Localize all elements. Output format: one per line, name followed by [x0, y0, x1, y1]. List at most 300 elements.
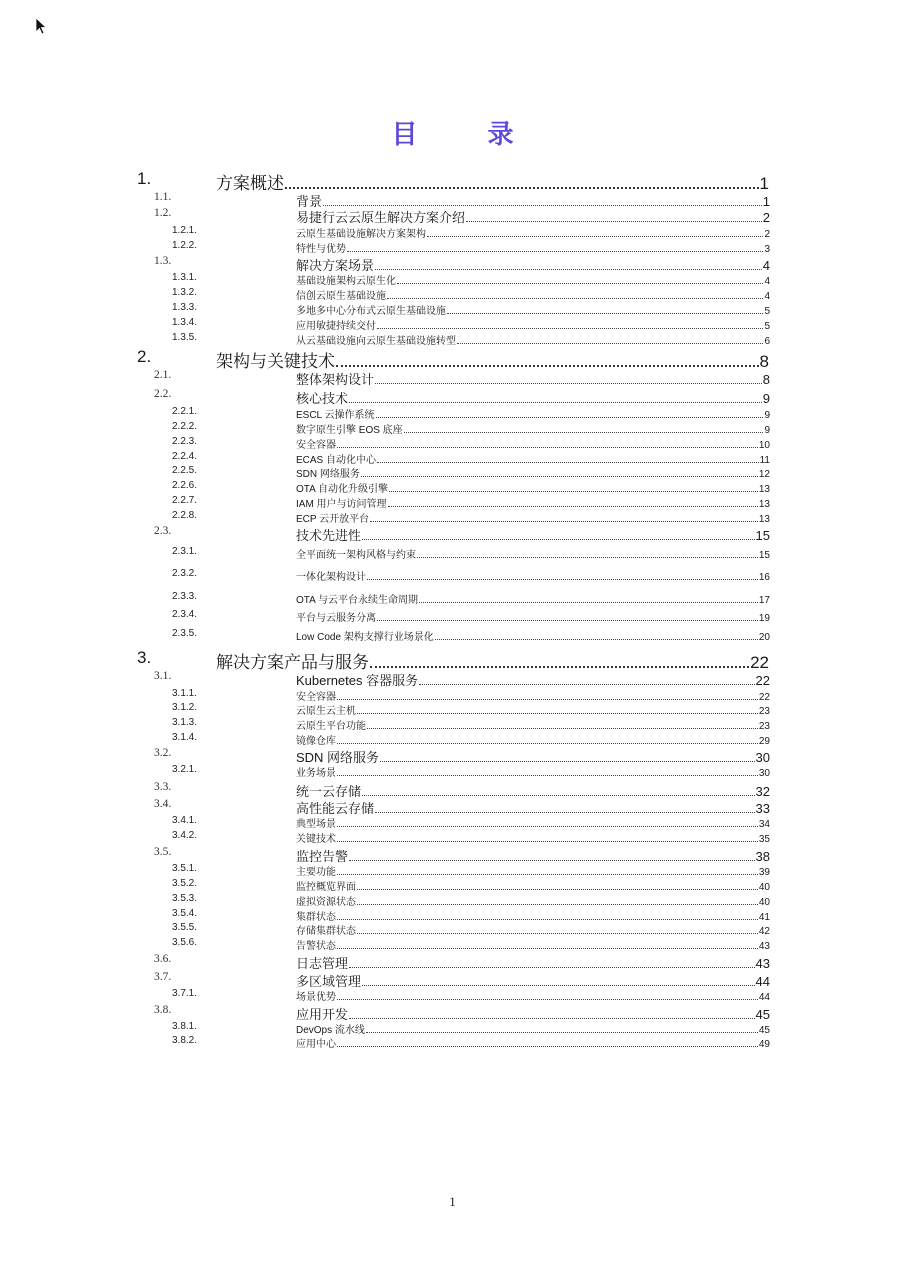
toc-entry-title: 平台与云服务分离 [296, 613, 376, 624]
toc-leader-dots [375, 373, 762, 384]
toc-number: 2.3.2. [172, 568, 198, 579]
toc-page-number: 17 [758, 595, 770, 606]
toc-row[interactable] [0, 465, 905, 478]
toc-leader-dots [389, 484, 758, 493]
toc-page-number: 29 [758, 736, 770, 747]
toc-number: 3.5.1. [172, 863, 198, 874]
toc-row[interactable] [0, 609, 905, 622]
toc-number: 3.5.5. [172, 922, 198, 933]
toc-page-number: 45 [755, 1007, 770, 1022]
toc-page-number: 6 [764, 336, 770, 347]
toc-entry[interactable] [296, 480, 770, 495]
toc-entry[interactable] [296, 764, 770, 779]
toc-leader-dots [417, 550, 758, 559]
toc-leader-dots [362, 529, 755, 540]
toc-leader-dots [336, 352, 759, 367]
toc-leader-dots [375, 259, 762, 270]
toc-page-number: 9 [764, 410, 770, 421]
toc-page-number: 8 [759, 352, 769, 371]
toc-entry[interactable] [296, 510, 770, 525]
toc-number: 2.3. [154, 525, 172, 537]
toc-entry-title: 整体架构设计 [296, 372, 375, 387]
toc-leader-dots [337, 736, 758, 745]
toc-page-number: 9 [762, 391, 770, 406]
toc-page-number: 2 [762, 210, 770, 225]
toc-row[interactable] [0, 815, 905, 828]
toc-page-number: 43 [758, 941, 770, 952]
toc-entry-title: ESCL 云操作系统 [296, 410, 375, 421]
toc-number: 2.2.7. [172, 495, 198, 506]
toc-entry-title: 解决方案场景 [296, 258, 375, 273]
toc-entry-title: 特性与优势 [296, 244, 346, 255]
toc-number: 2.2.3. [172, 436, 198, 447]
toc-number: 3.1.3. [172, 717, 198, 728]
toc-entry-title: 统一云存储 [296, 784, 362, 799]
toc-leader-dots [404, 425, 764, 434]
toc-entry-title: OTA 与云平台永续生命周期 [296, 595, 419, 606]
toc-entry-title: 监控告警 [296, 849, 349, 864]
toc-entry-title: DevOps 流水线 [296, 1025, 365, 1036]
toc-leader-dots [370, 514, 758, 523]
toc-entry[interactable] [296, 436, 770, 451]
toc-page-number: 9 [764, 425, 770, 436]
toc-entry-title: 主要功能 [296, 867, 336, 878]
toc-page-number: 5 [764, 306, 770, 317]
toc-entry[interactable] [296, 937, 770, 952]
toc-number: 3.5.3. [172, 893, 198, 904]
toc-leader-dots [347, 244, 763, 253]
toc-entry-title: 易捷行云云原生解决方案介绍 [296, 210, 466, 225]
toc-row[interactable] [0, 863, 905, 876]
toc-row[interactable] [0, 648, 905, 672]
toc-row[interactable] [0, 846, 905, 862]
toc-page-number: 15 [758, 550, 770, 561]
toc-row[interactable] [0, 1021, 905, 1034]
toc-entry[interactable] [296, 815, 770, 830]
toc-leader-dots [427, 229, 763, 238]
toc-entry[interactable] [296, 525, 770, 544]
toc-row[interactable] [0, 830, 905, 843]
toc-page-number: 41 [758, 912, 770, 923]
toc-leader-dots [337, 440, 758, 449]
toc-entry-title: 从云基础设施向云原生基础设施转型 [296, 336, 456, 347]
toc-number: 1.3.2. [172, 287, 198, 298]
toc-entry-title: ECAS 自动化中心 [296, 455, 377, 466]
toc-row[interactable] [0, 988, 905, 1001]
toc-number: 1.2.1. [172, 225, 198, 236]
toc-row[interactable] [0, 332, 905, 345]
toc-leader-dots [285, 174, 759, 189]
toc-row[interactable] [0, 591, 905, 604]
toc-entry-title: 基础设施架构云原生化 [296, 276, 396, 287]
toc-row[interactable] [0, 421, 905, 434]
toc-page-number: 20 [758, 632, 770, 643]
toc-row[interactable] [0, 878, 905, 891]
toc-number: 1.2. [154, 207, 172, 219]
toc-number: 3.2.1. [172, 764, 198, 775]
toc-row[interactable] [0, 272, 905, 285]
toc-row[interactable] [0, 302, 905, 315]
toc-leader-dots [367, 572, 758, 581]
toc-row[interactable] [0, 546, 905, 559]
toc-entry[interactable] [296, 369, 770, 388]
toc-entry[interactable] [296, 568, 770, 583]
toc-entry-title: 典型场景 [296, 819, 336, 830]
toc-page-number: 19 [758, 613, 770, 624]
toc-row[interactable] [0, 688, 905, 701]
toc-number: 3.8.2. [172, 1035, 198, 1046]
toc-row[interactable] [0, 764, 905, 777]
toc-entry[interactable] [296, 863, 770, 878]
toc-entry-title: Kubernetes 容器服务 [296, 673, 419, 688]
toc-page-number: 8 [762, 372, 770, 387]
toc-entry[interactable] [296, 495, 770, 510]
toc-leader-dots [337, 867, 758, 876]
toc-leader-dots [377, 455, 759, 464]
toc-entry[interactable] [296, 988, 770, 1003]
toc-entry-title: 安全容器 [296, 692, 336, 703]
toc-number: 3.5.6. [172, 937, 198, 948]
toc-row[interactable] [0, 495, 905, 508]
toc-entry-title: 背景 [296, 194, 323, 209]
toc-leader-dots [361, 469, 758, 478]
toc-leader-dots [419, 595, 758, 604]
toc-entry-title: 架构与关键技术 [216, 352, 335, 371]
toc-page-number: 43 [755, 956, 770, 971]
toc-leader-dots [419, 674, 754, 685]
toc-page-number: 30 [758, 768, 770, 779]
toc-entry[interactable] [296, 546, 770, 561]
toc-page-number: 38 [755, 849, 770, 864]
toc-row[interactable] [0, 207, 905, 223]
toc-entry[interactable] [296, 302, 770, 317]
toc-leader-dots [323, 195, 762, 206]
toc-leader-dots [357, 926, 758, 935]
toc-number: 2.2.6. [172, 480, 198, 491]
toc-leader-dots [388, 499, 758, 508]
toc-entry[interactable] [296, 702, 770, 717]
toc-row[interactable] [0, 732, 905, 745]
toc-number: 2.2. [154, 388, 172, 400]
toc-entry[interactable] [296, 465, 770, 480]
toc-page-number: 35 [758, 834, 770, 845]
toc-row[interactable] [0, 480, 905, 493]
toc-entry-title: 解决方案产品与服务 [216, 653, 369, 672]
toc-entry[interactable] [296, 628, 770, 643]
page-number: 1 [449, 1194, 456, 1209]
toc-leader-dots [349, 1008, 755, 1019]
toc-entry[interactable] [296, 830, 770, 845]
toc-entry[interactable] [296, 332, 770, 347]
toc-row[interactable] [0, 717, 905, 730]
toc-leader-dots [377, 321, 763, 330]
toc-entry[interactable] [296, 1035, 770, 1050]
toc-leader-dots [370, 653, 749, 668]
toc-number: 3.8.1. [172, 1021, 198, 1032]
toc-row[interactable] [0, 747, 905, 763]
toc-page-number: 30 [755, 750, 770, 765]
toc-entry[interactable] [296, 878, 770, 893]
toc-number: 2.3.3. [172, 591, 198, 602]
toc-number: 3. [137, 648, 152, 667]
toc-number: 2.1. [154, 369, 172, 381]
toc-row[interactable] [0, 971, 905, 987]
toc-page-number: 3 [764, 244, 770, 255]
toc-entry[interactable] [296, 272, 770, 287]
toc-leader-dots [337, 768, 758, 777]
toc-number: 2.3.1. [172, 546, 198, 557]
toc-page-number: 33 [755, 801, 770, 816]
toc-entry[interactable] [296, 240, 770, 255]
toc-row[interactable] [0, 347, 905, 371]
toc-leader-dots [380, 751, 754, 762]
toc-row[interactable] [0, 893, 905, 906]
toc-number: 3.7. [154, 971, 172, 983]
toc-page-number: 23 [758, 721, 770, 732]
toc-entry-title: 关键技术 [296, 834, 336, 845]
toc-number: 1.3.3. [172, 302, 198, 313]
toc-entry-title: 虚拟资源状态 [296, 897, 356, 908]
toc-row[interactable] [0, 240, 905, 253]
toc-number: 2.2.4. [172, 451, 198, 462]
toc-page-number: 1 [759, 174, 769, 193]
toc-page-number: 5 [764, 321, 770, 332]
toc-leader-dots [387, 291, 763, 300]
toc-leader-dots [349, 850, 755, 861]
toc-entry[interactable] [296, 717, 770, 732]
toc-entry-title: 云原生平台功能 [296, 721, 366, 732]
toc-entry-title: Low Code 架构支撑行业场景化 [296, 632, 434, 643]
toc-leader-dots [362, 975, 755, 986]
toc-number: 2.2.8. [172, 510, 198, 521]
toc-entry[interactable] [296, 406, 770, 421]
toc-number: 2.3.5. [172, 628, 198, 639]
toc-number: 3.1. [154, 670, 172, 682]
toc-number: 3.4. [154, 798, 172, 810]
toc-leader-dots [349, 392, 762, 403]
toc-number: 3.1.1. [172, 688, 198, 699]
toc-leader-dots [366, 1025, 758, 1034]
toc-entry-title: 安全容器 [296, 440, 336, 451]
toc-row[interactable] [0, 369, 905, 385]
toc-leader-dots [337, 1039, 758, 1048]
toc-entry-title: 全平面统一架构风格与约束 [296, 550, 416, 561]
toc-leader-dots [367, 721, 758, 730]
toc-entry[interactable] [296, 225, 770, 240]
toc-number: 3.3. [154, 781, 172, 793]
toc-entry-title: OTA 自动化升级引擎 [296, 484, 389, 495]
toc-page-number: 12 [758, 469, 770, 480]
toc-entry-title: 高性能云存储 [296, 801, 375, 816]
toc-leader-dots [375, 802, 755, 813]
toc-number: 1.3.1. [172, 272, 198, 283]
toc-entry-title: 方案概述 [216, 174, 284, 193]
toc-number: 3.6. [154, 953, 172, 965]
toc-page-number: 10 [758, 440, 770, 451]
toc-number: 2.2.1. [172, 406, 198, 417]
toc-entry[interactable] [296, 922, 770, 937]
toc-row[interactable] [0, 628, 905, 641]
toc-entry-title: 应用开发 [296, 1007, 349, 1022]
toc-entry-title: 应用中心 [296, 1039, 336, 1050]
toc-entry-title: 一体化架构设计 [296, 572, 366, 583]
toc-leader-dots [349, 957, 755, 968]
toc-row[interactable] [0, 937, 905, 950]
toc-entry[interactable] [296, 591, 770, 606]
toc-number: 2. [137, 347, 152, 366]
toc-entry-title: SDN 网络服务 [296, 750, 380, 765]
toc-page-number: 16 [758, 572, 770, 583]
toc-entry[interactable] [296, 670, 770, 689]
toc-page-number: 34 [758, 819, 770, 830]
toc-leader-dots [337, 819, 758, 828]
toc-number: 2.2.5. [172, 465, 198, 476]
toc-row[interactable] [0, 451, 905, 464]
toc-row[interactable] [0, 225, 905, 238]
toc-entry-title: 数字原生引擎 EOS 底座 [296, 425, 403, 436]
toc-entry-title: 日志管理 [296, 956, 349, 971]
toc-entry[interactable] [296, 207, 770, 226]
toc-page-number: 22 [750, 653, 769, 672]
toc-number: 1. [137, 169, 152, 188]
toc-entry-title: 技术先进性 [296, 528, 362, 543]
toc-row[interactable] [0, 1035, 905, 1048]
toc-page-number: 4 [762, 258, 770, 273]
toc-page-number: 4 [764, 276, 770, 287]
toc-leader-dots [357, 882, 758, 891]
toc-page-number: 13 [758, 499, 770, 510]
toc-entry[interactable] [296, 732, 770, 747]
toc-row[interactable] [0, 406, 905, 419]
toc-row[interactable] [0, 191, 905, 207]
toc-page-number: 1 [762, 194, 770, 209]
toc-number: 2.3.4. [172, 609, 198, 620]
toc-leader-dots [397, 276, 763, 285]
toc-leader-dots [337, 912, 758, 921]
toc-row[interactable] [0, 568, 905, 581]
toc-number: 1.3.5. [172, 332, 198, 343]
toc-leader-dots [447, 306, 763, 315]
toc-row[interactable] [0, 525, 905, 541]
toc-leader-dots [357, 706, 758, 715]
toc-row[interactable] [0, 922, 905, 935]
toc-entry-title: 多区域管理 [296, 974, 362, 989]
toc-entry-title: 场景优势 [296, 992, 336, 1003]
toc-entry-title: 镜像仓库 [296, 736, 336, 747]
toc-row[interactable] [0, 255, 905, 271]
toc-leader-dots [337, 692, 758, 701]
toc-page-number: 4 [764, 291, 770, 302]
toc-leader-dots [466, 211, 762, 222]
toc-entry-title: 核心技术 [296, 391, 349, 406]
toc-entry-title: 多地多中心分布式云原生基础设施 [296, 306, 446, 317]
toc-number: 3.4.1. [172, 815, 198, 826]
toc-row[interactable] [0, 670, 905, 686]
toc-number: 3.4.2. [172, 830, 198, 841]
toc-row[interactable] [0, 169, 905, 193]
toc-number: 1.3. [154, 255, 172, 267]
toc-leader-dots [362, 785, 755, 796]
toc-page-number: 42 [758, 926, 770, 937]
toc-entry-title: 应用敏捷持续交付 [296, 321, 376, 332]
toc-entry-title: 信创云原生基础设施 [296, 291, 386, 302]
toc-page-number: 13 [758, 484, 770, 495]
toc-row[interactable] [0, 781, 905, 797]
toc-row[interactable] [0, 287, 905, 300]
toc-entry[interactable] [296, 908, 770, 923]
toc-row[interactable] [0, 317, 905, 330]
toc-entry-title: 监控概览界面 [296, 882, 356, 893]
toc-entry[interactable] [296, 388, 770, 407]
toc-entry[interactable] [296, 451, 770, 466]
toc-page-number: 15 [755, 528, 770, 543]
toc-row[interactable] [0, 388, 905, 404]
toc-number: 2.2.2. [172, 421, 198, 432]
toc-page-number: 39 [758, 867, 770, 878]
toc-entry-title: 云原生基础设施解决方案架构 [296, 229, 426, 240]
toc-row[interactable] [0, 510, 905, 523]
toc-entry[interactable] [296, 1021, 770, 1036]
toc-page-number: 44 [755, 974, 770, 989]
toc-row[interactable] [0, 702, 905, 715]
toc-entry[interactable] [296, 953, 770, 972]
toc-entry[interactable] [296, 688, 770, 703]
toc-page-number: 11 [759, 455, 770, 466]
toc-leader-dots [377, 613, 758, 622]
toc-entry[interactable] [296, 893, 770, 908]
toc-page-number: 23 [758, 706, 770, 717]
toc-entry-title: 告警状态 [296, 941, 336, 952]
toc-title: 目 录 [391, 119, 536, 149]
toc-entry[interactable] [296, 287, 770, 302]
toc-page-number: 40 [758, 882, 770, 893]
toc-entry-title: IAM 用户与访问管理 [296, 499, 387, 510]
toc-page-number: 22 [758, 692, 770, 703]
toc-number: 3.5. [154, 846, 172, 858]
toc-number: 3.5.4. [172, 908, 198, 919]
toc-row[interactable] [0, 798, 905, 814]
toc-leader-dots [376, 410, 764, 419]
toc-entry-title: 集群状态 [296, 912, 336, 923]
toc-leader-dots [457, 336, 763, 345]
toc-entry[interactable] [296, 609, 770, 624]
toc-entry[interactable] [296, 421, 770, 436]
toc-row[interactable] [0, 436, 905, 449]
toc-number: 1.1. [154, 191, 172, 203]
toc-row[interactable] [0, 1004, 905, 1020]
toc-leader-dots [435, 632, 758, 641]
toc-leader-dots [337, 941, 758, 950]
toc-entry[interactable] [296, 317, 770, 332]
toc-page-number: 49 [758, 1039, 770, 1050]
toc-page-number: 22 [755, 673, 770, 688]
toc-entry-title: 存储集群状态 [296, 926, 356, 937]
toc-page-number: 32 [755, 784, 770, 799]
toc-number: 3.8. [154, 1004, 172, 1016]
toc-number: 3.1.2. [172, 702, 198, 713]
toc-row[interactable] [0, 908, 905, 921]
toc-page-number: 2 [764, 229, 770, 240]
toc-page-number: 13 [758, 514, 770, 525]
toc-row[interactable] [0, 953, 905, 969]
toc-entry-title: ECP 云开放平台 [296, 514, 370, 525]
toc-number: 1.2.2. [172, 240, 198, 251]
toc-entry-title: 业务场景 [296, 768, 336, 779]
toc-page-number: 45 [758, 1025, 770, 1036]
toc-leader-dots [337, 992, 758, 1001]
toc-leader-dots [357, 897, 758, 906]
toc-page-number: 44 [758, 992, 770, 1003]
